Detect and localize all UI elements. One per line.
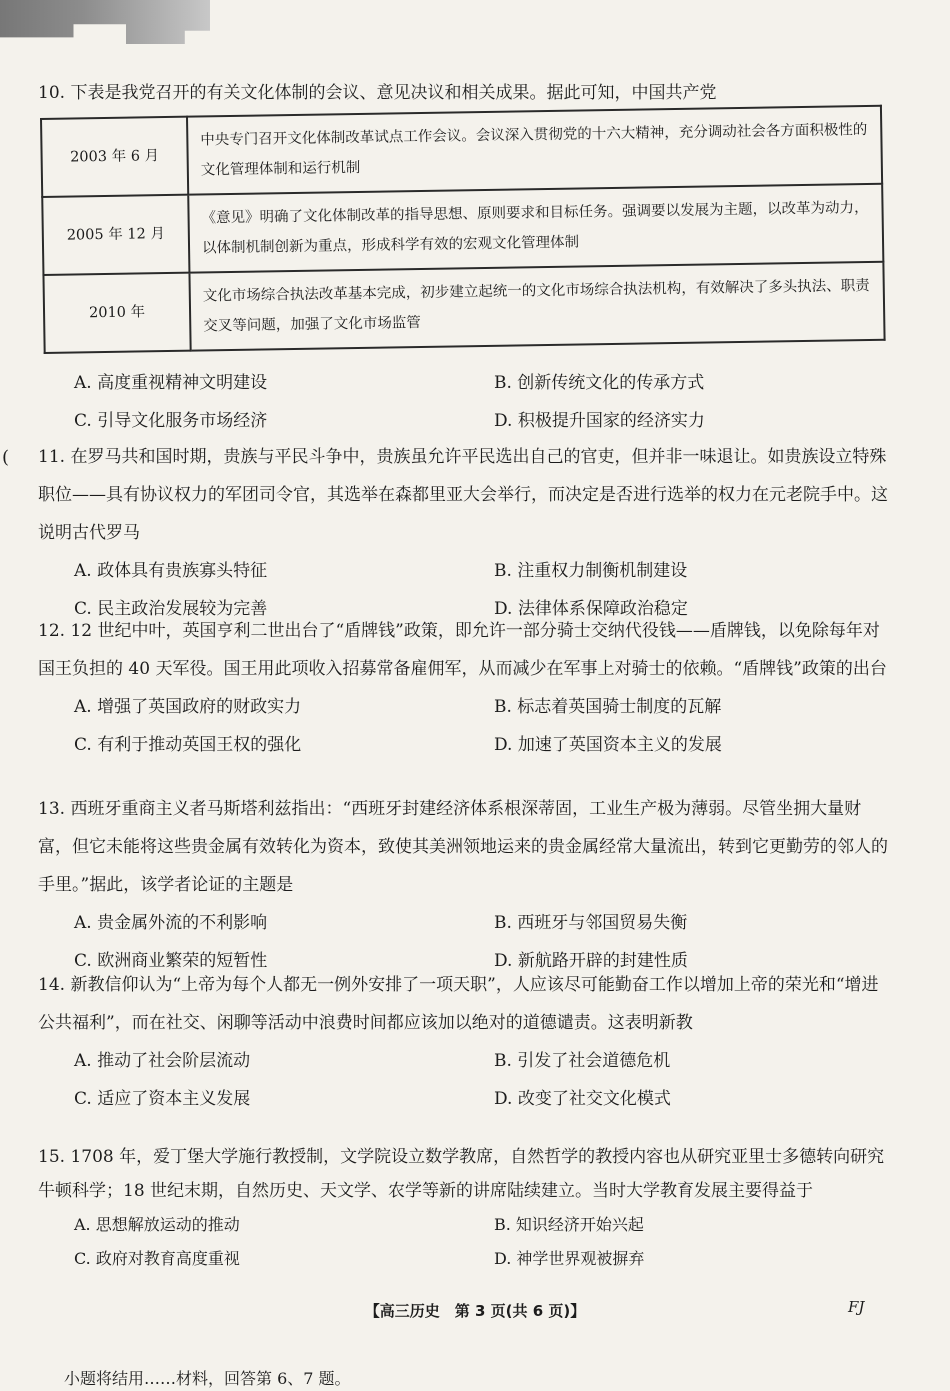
q10-table [40,105,886,354]
option-a[interactable]: A. 思想解放运动的推动 [74,1215,240,1234]
table-text: 中央专门召开文化体制改革试点工作会议。会议深入贯彻党的十六大精神，充分调动社会各方面积极性的文化管理体制和运行机制 [187,106,882,195]
table-row [41,106,882,197]
option-d[interactable]: D. 神学世界观被摒弃 [494,1249,645,1268]
scanned-edge-fragment [0,0,210,44]
option-a[interactable]: A. 推动了社会阶层流动 [74,1051,251,1071]
question-11 [38,438,890,628]
option-a[interactable]: A. 增强了英国政府的财政实力 [74,697,302,717]
region-code: FJ [848,1298,865,1316]
option-c[interactable]: C. 有利于推动英国王权的强化 [74,735,302,755]
option-a[interactable]: A. 贵金属外流的不利影响 [74,913,268,933]
option-c[interactable]: C. 民主政治发展较为完善 [74,599,268,619]
option-b[interactable]: B. 引发了社会道德危机 [494,1051,671,1071]
question-10-options [38,364,890,440]
page-footer: 【高三历史 第 3 页(共 6 页)】 [364,1302,586,1320]
option-d[interactable]: D. 法律体系保障政治稳定 [494,599,688,619]
option-b[interactable]: B. 知识经济开始兴起 [494,1215,644,1234]
question-12 [38,612,890,764]
option-d[interactable]: D. 加速了英国资本主义的发展 [494,735,722,755]
question-10-stem: 10. 下表是我党召开的有关文化体制的会议、意见决议和相关成果。据此可知，中国共产党 [38,83,717,103]
question-14-stem: 14. 新教信仰认为“上帝为每个人都无一例外安排了一项天职”，人应该尽可能勤奋工作以增加上帝的荣光和“增进公共福利”，而在社交、闲聊等活动中浪费时间都应该加以绝对的道德谴责。这表明新教 [38,975,879,1033]
question-15-stem: 15. 1708 年，爱丁堡大学施行教授制，文学院设立数学教席，自然哲学的教授内容也从研究亚里士多德转向研究牛顿科学；18 世纪末期，自然历史、天文学、农学等新的讲席陆续建立。当时大学教育发展主要得益于 [38,1147,885,1201]
next-page-fragment: 小题将结用……材料，回答第 6、7 题。 [64,1369,351,1388]
table-text: 文化市场综合执法改革基本完成，初步建立起统一的文化市场综合执法机构，有效解决了多头执法、职责交叉等问题，加强了文化市场监管 [189,262,884,351]
table-row [42,184,883,275]
table-date: 2005 年 12 月 [42,195,189,275]
question-12-stem: 12. 12 世纪中叶，英国亨利二世出台了“盾牌钱”政策，即允许一部分骑士交纳代役钱——盾牌钱，以免除每年对国王负担的 40 天军役。国王用此项收入招募常备雇佣军，从而减少在军事上对骑士的依赖。“盾牌钱”政策的出台 [38,621,887,679]
table-date: 2010 年 [43,273,190,353]
option-b[interactable]: B. 标志着英国骑士制度的瓦解 [494,697,722,717]
option-d[interactable]: D. 积极提升国家的经济实力 [494,411,705,431]
table-text: 《意见》明确了文化体制改革的指导思想、原则要求和目标任务。强调要以发展为主题，以改革为动力，以体制机制创新为重点，形成科学有效的宏观文化管理体制 [188,184,883,273]
option-d[interactable]: D. 改变了社交文化模式 [494,1089,671,1109]
option-c[interactable]: C. 政府对教育高度重视 [74,1249,240,1268]
option-c[interactable]: C. 引导文化服务市场经济 [74,411,268,431]
question-13-stem: 13. 西班牙重商主义者马斯塔利兹指出：“西班牙封建经济体系根深蒂固，工业生产极为薄弱。尽管坐拥大量财富，但它未能将这些贵金属有效转化为资本，致使其美洲领地运来的贵金属经常大量流出，转到它更勤劳的邻人的手里。”据此，该学者论证的主题是 [38,799,888,895]
question-15 [38,1140,890,1276]
option-a[interactable]: A. 高度重视精神文明建设 [74,373,268,393]
option-d[interactable]: D. 新航路开辟的封建性质 [494,951,688,971]
option-a[interactable]: A. 政体具有贵族寡头特征 [74,561,268,581]
option-b[interactable]: B. 注重权力制衡机制建设 [494,561,688,581]
option-b[interactable]: B. 西班牙与邻国贸易失衡 [494,913,688,933]
option-c[interactable]: C. 适应了资本主义发展 [74,1089,251,1109]
question-14 [38,966,890,1118]
option-c[interactable]: C. 欧洲商业繁荣的短暂性 [74,951,268,971]
table-date: 2003 年 6 月 [41,117,188,197]
question-13 [38,790,890,980]
table-row [43,262,884,353]
option-b[interactable]: B. 创新传统文化的传承方式 [494,373,705,393]
question-11-stem: 11. 在罗马共和国时期，贵族与平民斗争中，贵族虽允许平民选出自己的官吏，但并非一味退让。如贵族设立特殊职位——具有协议权力的军团司令官，其选举在森都里亚大会举行，而决定是否进行选举的权力在元老院手中。这说明古代罗马 [38,447,888,543]
margin-mark: ( [2,447,10,468]
